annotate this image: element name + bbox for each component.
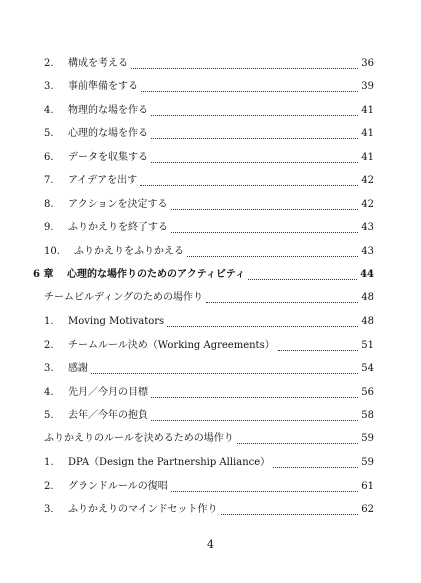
toc-entry-number: 1. <box>44 316 54 327</box>
toc-entry-page: 41 <box>361 152 374 163</box>
toc-entry-number: 6 章 <box>33 269 54 280</box>
toc-entry-number: 4. <box>44 105 54 116</box>
toc-entry-page: 61 <box>361 481 374 492</box>
toc-entry-page: 44 <box>360 269 374 280</box>
toc-entry[interactable] <box>44 150 374 166</box>
dot-leader <box>248 279 357 280</box>
toc-entry-number: 2. <box>44 481 54 492</box>
toc-entry-number: 10. <box>44 246 60 257</box>
dot-leader <box>151 397 358 398</box>
dot-leader <box>187 256 358 257</box>
dot-leader <box>206 302 358 303</box>
dot-leader <box>167 326 358 327</box>
toc-entry[interactable] <box>44 385 374 401</box>
toc-entry-title: 事前準備をする <box>68 81 138 92</box>
dot-leader <box>171 491 358 492</box>
toc-entry-number: 8. <box>44 199 54 210</box>
toc-entry[interactable] <box>44 220 374 236</box>
toc-entry-number: 2. <box>44 58 54 69</box>
toc-entry-page: 62 <box>361 504 374 515</box>
toc-entry[interactable] <box>44 338 374 354</box>
dot-leader <box>221 514 359 515</box>
toc-entry[interactable] <box>44 126 374 142</box>
toc-entry-number: 5. <box>44 128 54 139</box>
toc-entry-title: チームルール決め（Working Agreements） <box>68 340 275 351</box>
toc-entry-title: 先月／今月の目標 <box>68 387 148 398</box>
toc-entry[interactable] <box>44 361 374 377</box>
toc-entry[interactable] <box>44 431 374 447</box>
toc-entry[interactable] <box>44 290 374 306</box>
toc-entry[interactable] <box>44 79 374 95</box>
page-number: 4 <box>207 538 214 551</box>
toc-entry-title: ふりかえりのマインドセット作り <box>68 504 218 515</box>
toc-entry-title: ふりかえりをふりかえる <box>74 246 184 257</box>
toc-entry-page: 48 <box>361 292 374 303</box>
dot-leader <box>273 467 358 468</box>
toc-entry-page: 42 <box>361 175 374 186</box>
toc-entry[interactable] <box>44 455 374 471</box>
toc-entry[interactable] <box>44 173 374 189</box>
toc-entry-page: 43 <box>361 246 374 257</box>
toc-entry[interactable] <box>44 479 374 495</box>
toc-entry-number: 9. <box>44 222 54 233</box>
toc-entry-number: 4. <box>44 387 54 398</box>
dot-leader <box>171 232 358 233</box>
toc-entry-title: 心理的な場を作る <box>68 128 148 139</box>
dot-leader <box>278 350 359 351</box>
toc-entry-number: 2. <box>44 340 54 351</box>
toc-entry-title: 構成を考える <box>68 58 128 69</box>
toc-entry[interactable] <box>44 56 374 72</box>
dot-leader <box>237 443 358 444</box>
toc-entry-title: チームビルディングのための場作り <box>44 292 203 303</box>
dot-leader <box>141 91 358 92</box>
toc-entry-page: 54 <box>361 363 374 374</box>
toc-entry-title: アイデアを出す <box>68 175 138 186</box>
dot-leader <box>171 209 359 210</box>
toc-entry-page: 56 <box>361 387 374 398</box>
toc-entry-page: 36 <box>361 58 374 69</box>
toc-entry-title: 物理的な場を作る <box>68 105 148 116</box>
toc-entry-title: 心理的な場作りのためのアクティビティ <box>67 269 246 280</box>
toc-entry[interactable] <box>44 244 374 260</box>
toc-entry-title: グランドルールの復唱 <box>68 481 168 492</box>
toc-entry-page: 41 <box>361 128 374 139</box>
toc-entry-page: 42 <box>361 199 374 210</box>
toc-entry-page: 43 <box>361 222 374 233</box>
toc-entry[interactable] <box>44 502 374 518</box>
dot-leader <box>140 185 358 186</box>
toc-entry-title: ふりかえりのルールを決めるための場作り <box>44 433 234 444</box>
dot-leader <box>91 373 358 374</box>
toc-entry[interactable] <box>44 408 374 424</box>
toc-entry-page: 58 <box>361 410 374 421</box>
toc-entry-number: 3. <box>44 504 54 515</box>
toc-entry[interactable] <box>33 267 374 283</box>
toc-entry-title: アクションを決定する <box>68 199 168 210</box>
toc-entry-title: Moving Motivators <box>68 316 165 327</box>
dot-leader <box>151 420 358 421</box>
toc-entry-title: DPA（Design the Partnership Alliance） <box>68 457 271 468</box>
dot-leader <box>151 138 358 139</box>
toc-entry[interactable] <box>44 197 374 213</box>
toc-entry-title: データを収集する <box>68 152 148 163</box>
toc-entry-page: 39 <box>361 81 374 92</box>
dot-leader <box>131 68 358 69</box>
dot-leader <box>151 162 358 163</box>
toc-entry[interactable] <box>44 314 374 330</box>
toc-entry-page: 59 <box>361 457 374 468</box>
toc-entry-title: 去年／今年の抱負 <box>68 410 148 421</box>
toc-entry[interactable] <box>44 103 374 119</box>
toc-entry-title: ふりかえりを終了する <box>68 222 168 233</box>
toc-entry-number: 5. <box>44 410 54 421</box>
toc-entry-page: 51 <box>361 340 374 351</box>
toc-entry-number: 3. <box>44 81 54 92</box>
toc-entry-number: 1. <box>44 457 54 468</box>
toc-entry-number: 7. <box>44 175 54 186</box>
toc-entry-page: 41 <box>361 105 374 116</box>
toc-entry-page: 59 <box>361 433 374 444</box>
dot-leader <box>151 115 358 116</box>
toc-entry-title: 感謝 <box>68 363 88 374</box>
toc-entry-number: 3. <box>44 363 54 374</box>
toc-entry-number: 6. <box>44 152 54 163</box>
toc-entry-page: 48 <box>361 316 374 327</box>
